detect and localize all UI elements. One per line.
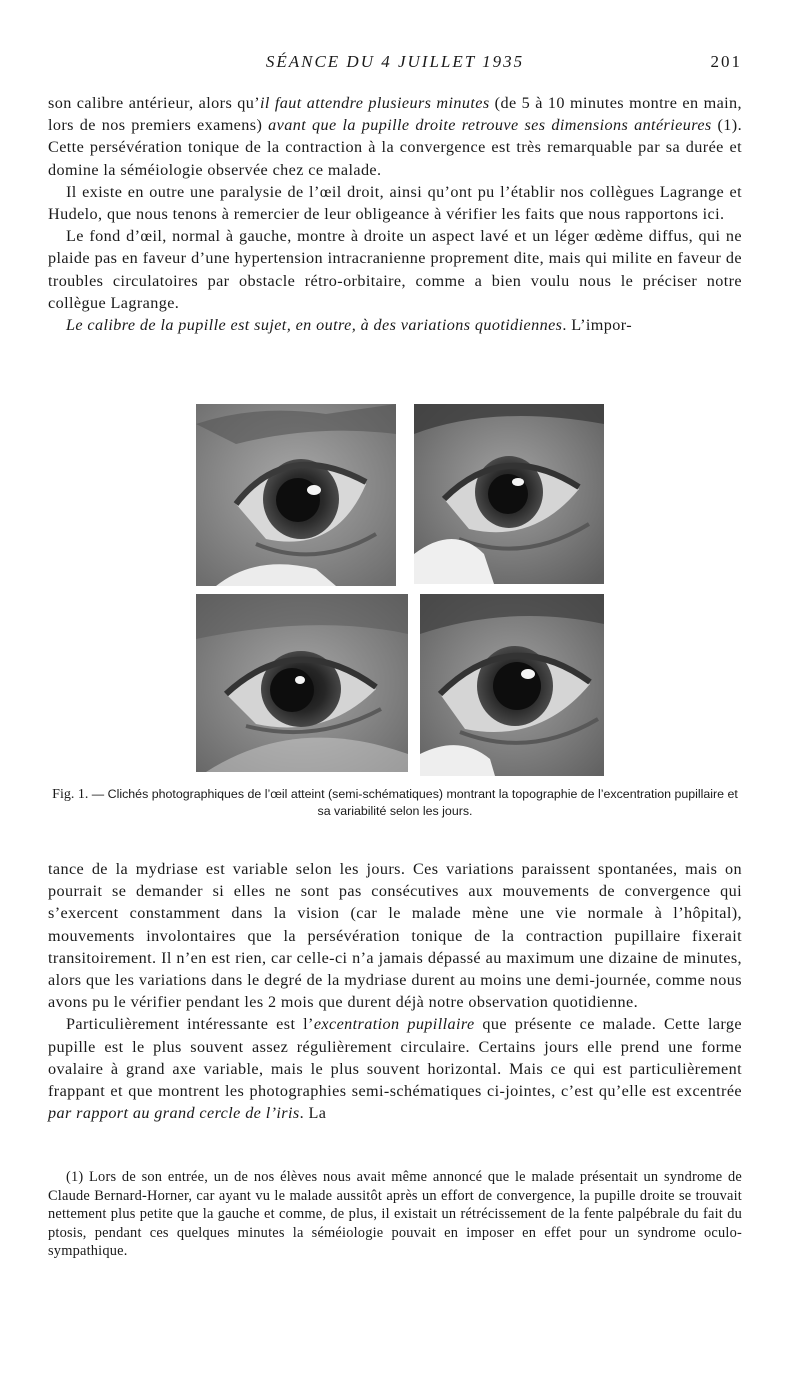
paragraph <box>48 1013 742 1124</box>
body-text-top <box>48 92 742 336</box>
text-run: . L’impor- <box>562 316 632 335</box>
running-title: SÉANCE DU 4 JUILLET 1935 <box>265 52 525 71</box>
text-run: Particulièrement intéressante est l’ <box>66 1015 314 1034</box>
paragraph <box>48 92 742 181</box>
body-text-bottom <box>48 858 742 1124</box>
eye-photo-1 <box>196 404 396 586</box>
italic-run: avant que la pupille droite retrouve ses dimensions antérieures <box>268 116 712 135</box>
figure-caption <box>48 786 742 819</box>
eye-photo-figure <box>196 404 606 774</box>
footnote <box>48 1168 742 1261</box>
eye-photo-2 <box>414 404 604 584</box>
paragraph: Le fond d’œil, normal à gauche, montre à droite un aspect lavé et un léger œdème diffus, qui ne plaide pas en faveur d’une hypertension intracranienne proprement dite, mais qui milite en faveur de troubles circulatoires par obstacle rétro-orbitaire, comme a bien voulu nous le préciser notre collègue Lagrange. <box>48 227 742 312</box>
figure-label: Fig. 1. <box>52 787 89 802</box>
paragraph: tance de la mydriase est variable selon les jours. Ces variations paraissent spontanées, mais on pourrait se demander si elles ne sont pas consécutives aux mouvements de convergence qui s’exercent constamment dans la vision (car le malade mène une vie normale à l’hôpital), mouvements involontaires que la persévération tonique de la contraction pupillaire fixerait transitoirement. Il n’en est rien, car celle-ci n’a jamais dépassé au maximum une dizaine de minutes, alors que les variations dans le degré de la mydriase durent au moins une demi-journée, comme nous avons pu le vérifier pendant les 2 mois que durent déjà notre observation quotidienne. <box>48 860 742 1012</box>
text-run: (1). Cette persévération tonique de la contraction à la convergence est très remarquable par sa durée et domine la séméiologie observée chez ce malade. <box>48 116 743 179</box>
footnote-text: (1) Lors de son entrée, un de nos élèves nous avait même annoncé que le malade présentait un syndrome de Claude Bernard-Horner, car ayant vu le malade aussitôt après un effort de convergence, la pupille droite se trouvait nettement plus petite que la gauche et comme, de plus, il existait un rétrécissement de la fente palpébrale du fait du ptosis, pendant ces quelques minutes la séméiologie pouvait en imposer en effet pour un syndrome oculo-sympathique. <box>48 1169 742 1260</box>
caption-text: — Clichés photographiques de l’œil atteint (semi-schématiques) montrant la topographie de l’excentration pupillaire et sa variabilité selon les jours. <box>88 787 738 818</box>
italic-run: par rapport au grand cercle de l’iris <box>48 1104 300 1123</box>
italic-run: excentration pupillaire <box>313 1015 475 1034</box>
text-run: (de 5 à 10 minutes montre en main, lors de nos premiers examens) <box>48 94 742 135</box>
paragraph: Il existe en outre une paralysie de l’œil droit, ainsi qu’ont pu l’établir nos collègues Lagrange et Hudelo, que nous tenons à remercier de leur obligeance à vérifier les faits que nous rapportons ici. <box>48 182 742 224</box>
italic-run: Le calibre de la pupille est sujet, en outre, à des variations quotidiennes <box>66 316 563 335</box>
eye-photo-3 <box>196 594 408 772</box>
paragraph <box>48 314 742 336</box>
running-header <box>48 52 742 76</box>
text-run: que présente ce malade. Cette large pupille est le plus souvent assez régulièrement circulaire. Certains jours elle prend une forme ovalaire à grand axe variable, mais le plus souvent horizontal. Mais ce qui est particulièrement frappant et que montrent les photographies semi-schématiques ci-jointes, c’est qu’elle est excentrée <box>48 1015 742 1101</box>
eye-photo-4 <box>420 594 604 776</box>
page-number: 201 <box>710 52 742 71</box>
italic-run: il faut attendre plusieurs minutes <box>260 94 490 112</box>
text-run: . La <box>299 1104 327 1123</box>
text-run: son calibre antérieur, alors qu’ <box>48 94 261 112</box>
